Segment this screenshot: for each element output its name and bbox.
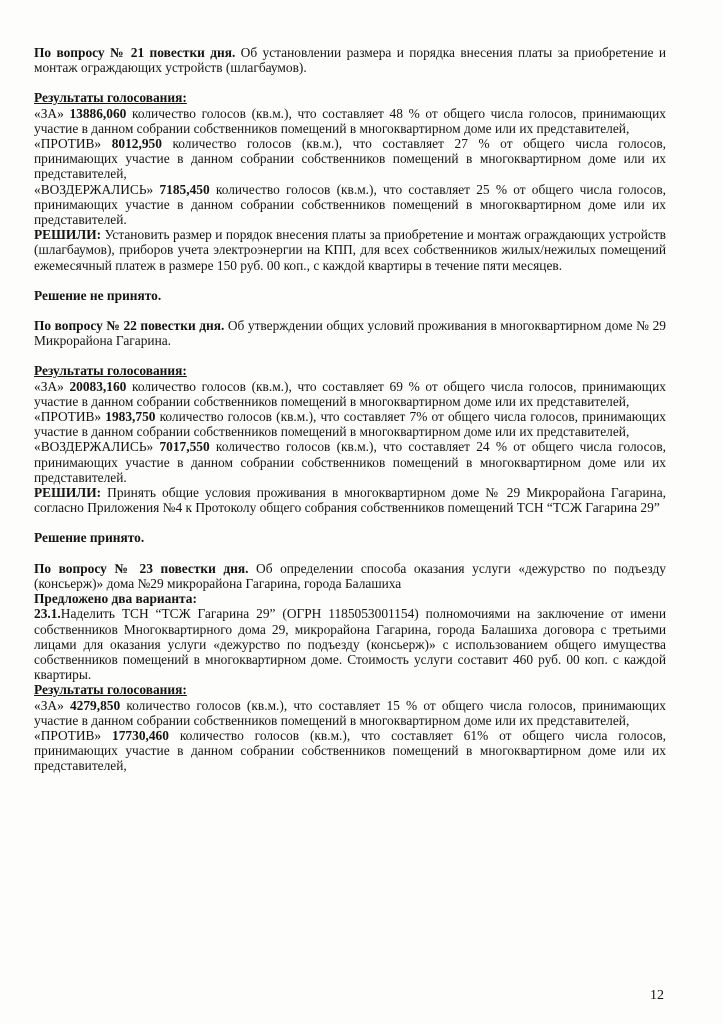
vote-text: количество голосов (кв.м.), что составляет 25 % от общего числа голосов, принимающих участие в данном собрании собственников помещений в многоквартирном доме или их представителей. [34,181,666,228]
q21-label: По вопросу № 21 повестки дня. [34,45,236,60]
vote-value: 4279,850 [69,697,121,713]
q21-vote-abstain [34,182,666,228]
vote-value: 8012,950 [111,136,162,152]
vote-value: 7017,550 [159,439,210,455]
option-text: Наделить ТСН “ТСЖ Гагарина 29” (ОГРН 1185053001154) полномочиями на заключение от имени собственников Многоквартирного дома 29, микрорайона Гагарина, города Балашиха договора с третьими лицами для оказания услуги «дежурство по подъезду (консьерж)» с использованием общего имущества собственников помещений в многоквартирном доме. Стоимость услуги составит 460 руб. 00 коп. с каждой квартиры. [34,606,666,683]
vote-value: 17730,460 [112,727,169,743]
vote-text: количество голосов (кв.м.), что составляет 27 % от общего числа голосов, принимающих участие в данном собрании собственников помещений в многоквартирном доме или их представителей, [34,136,666,182]
q21-text: Об установлении размера и порядка внесения платы за приобретение и монтаж ограждающих устройств (шлагбаумов). [34,45,666,76]
q23-heading [34,561,666,591]
q21-heading [34,45,666,75]
vote-label: «ЗА» [34,105,64,121]
q21-vote-za [34,106,666,136]
q23-results-heading [34,682,666,697]
results-heading: Результаты голосования: [34,90,187,106]
q23-text: Об определении способа оказания услуги «дежурство по подъезду (консьерж)» дома №29 микрорайона Гагарина, города Балашиха [34,560,666,591]
q21-decision: Решение не принято. [34,287,162,303]
option-number: 23.1. [34,606,61,622]
q22-label: По вопросу № 22 повестки дня. [34,318,225,334]
q22-vote-abstain [34,439,666,485]
q22-decision: Решение принято. [34,530,145,546]
vote-label: «ПРОТИВ» [34,409,102,425]
vote-label: «ВОЗДЕРЖАЛИСЬ» [34,181,154,197]
resolved-text: Установить размер и порядок внесения платы за приобретение и монтаж ограждающих устройств (шлагбаумов), приборов учета электроэнергии на КПП, для всех собственников жилых/нежилых помещений ежемесячный платеж в размере 150 руб. 00 коп., с каждой квартиры в течение пяти месяцев. [34,227,666,273]
vote-label: «ЗА» [34,378,64,394]
resolved-label: РЕШИЛИ: [34,227,102,243]
q22-resolution [34,485,666,515]
q23-option-1 [34,606,666,682]
vote-text: количество голосов (кв.м.), что составляет 24 % от общего числа голосов, принимающих участие в данном собрании собственников помещений в многоквартирном доме или их представителей. [34,439,666,485]
q23-vote-protiv [34,728,666,774]
q21-vote-protiv [34,136,666,182]
vote-value: 20083,160 [69,378,127,394]
vote-text: количество голосов (кв.м.), что составляет 7% от общего числа голосов, принимающих участие в данном собрании собственников помещений в многоквартирном доме или их представителей, [34,409,666,440]
vote-value: 7185,450 [159,181,210,197]
q23-vote-za [34,698,666,728]
q22-results-heading [34,363,666,378]
vote-text: количество голосов (кв.м.), что составляет 69 % от общего числа голосов, принимающих участие в данном собрании собственников помещений в многоквартирном доме или их представителей, [34,378,666,409]
vote-text: количество голосов (кв.м.), что составляет 48 % от общего числа голосов, принимающих участие в данном собрании собственников помещений в многоквартирном доме или их представителей, [34,105,666,136]
vote-value: 13886,060 [69,105,127,121]
vote-text: количество голосов (кв.м.), что составляет 61% от общего числа голосов, принимающих участие в данном собрании собственников помещений в многоквартирном доме или их представителей, [34,727,666,774]
vote-label: «ПРОТИВ» [34,727,102,743]
q22-heading [34,318,666,348]
q22-text: Об утверждении общих условий проживания в многоквартирном доме № 29 Микрорайона Гагарина. [34,318,666,349]
q21-resolution [34,227,666,273]
vote-label: «ВОЗДЕРЖАЛИСЬ» [34,439,154,455]
q22-vote-za [34,379,666,409]
q21-results-heading [34,90,666,105]
q23-options-heading: Предложено два варианта: [34,591,197,607]
resolved-label: РЕШИЛИ: [34,485,102,501]
resolved-text: Принять общие условия проживания в многоквартирном доме № 29 Микрорайона Гагарина, согласно Приложения №4 к Протоколу общего собрания собственников помещений ТСН “ТСЖ Гагарина 29” [34,485,666,516]
results-heading: Результаты голосования: [34,363,187,379]
vote-label: «ЗА» [34,697,64,713]
page-number: 12 [650,988,664,1003]
q23-label: По вопросу № 23 повестки дня. [34,560,249,576]
q22-vote-protiv [34,409,666,439]
vote-value: 1983,750 [105,409,156,425]
results-heading: Результаты голосования: [34,682,187,698]
vote-text: количество голосов (кв.м.), что составляет 15 % от общего числа голосов, принимающих участие в данном собрании собственников помещений в многоквартирном доме или их представителей, [34,697,666,728]
vote-label: «ПРОТИВ» [34,136,102,152]
document-page [34,45,666,774]
